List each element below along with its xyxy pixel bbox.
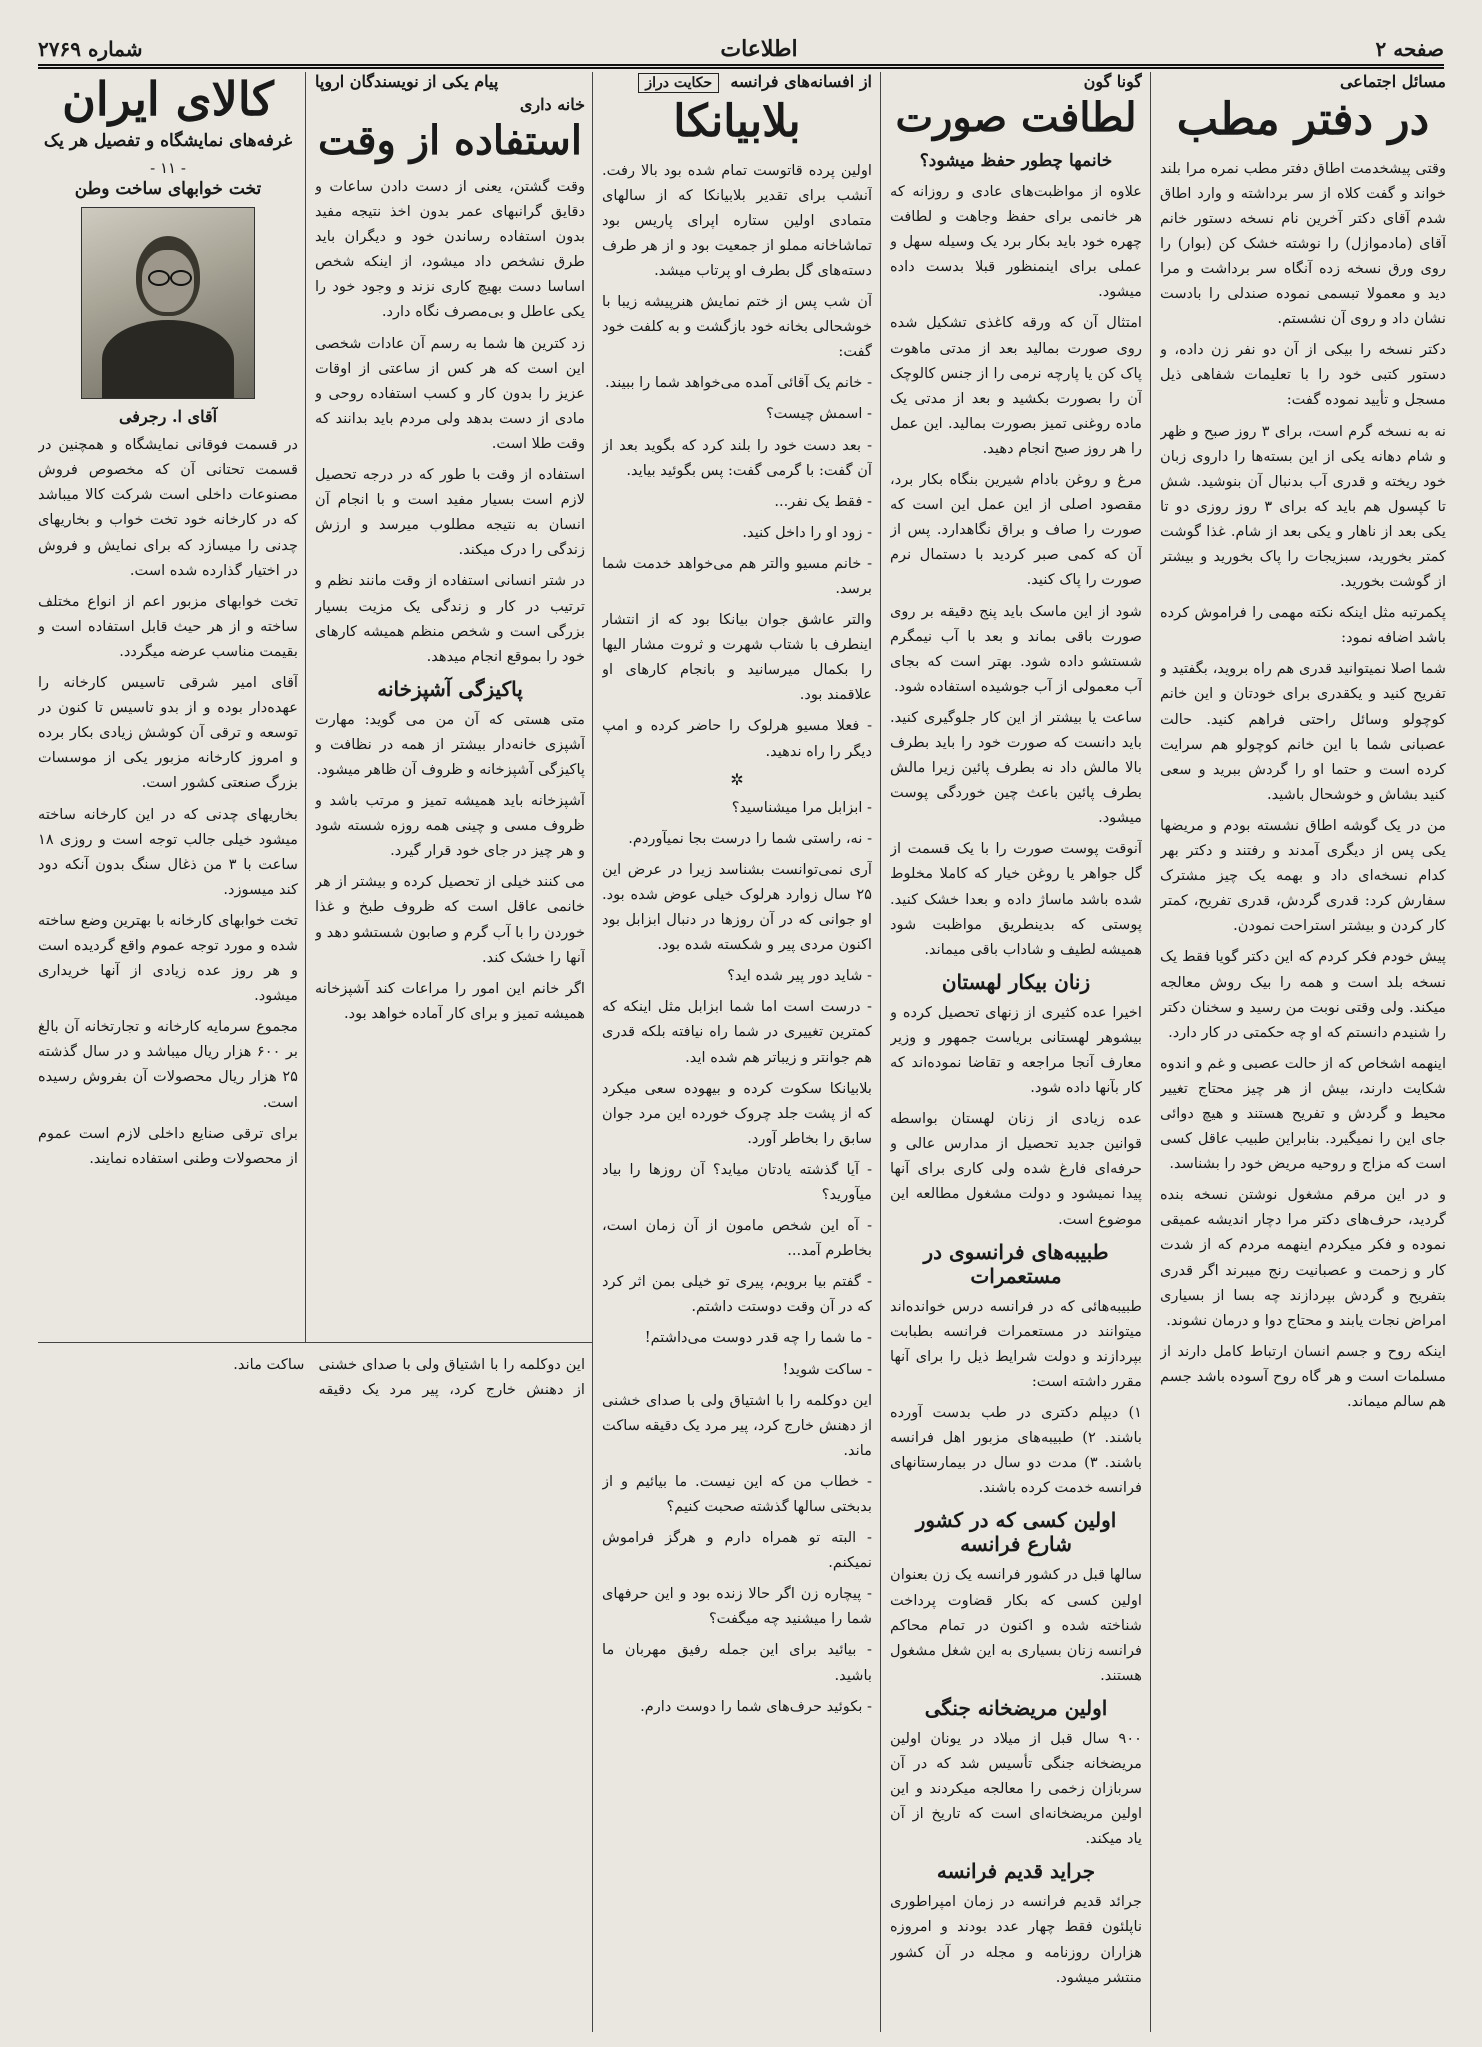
paragraph: اخیرا عده کثیری از زنهای تحصیل کرده و بیشوهر لهستانی بریاست جمهور و وزیر معارف آنجا مراجعه و تقاضا نموده‌اند که کار بآنها داده شود. xyxy=(890,1003,1142,1097)
dialogue-line: - خانم مسیو والتر هم می‌خواهد خدمت شما برسد. xyxy=(602,554,872,597)
paragraph: طبیبه‌هائی که در فرانسه درس خوانده‌اند میتوانند در مستعمرات فرانسه بطبابت بپردازند و دولت شرایط ذیل را برای آنها مقرر داشته است: xyxy=(890,1297,1142,1390)
paragraph: آنوقت پوست صورت را با یک قسمت از گل جواهر یا روغن خیار که کاملا مخلوط شده باشد ماساژ داده و بعدا خشک کنید. پوستی که بدینطریق مواظبت شود همیشه لطیف و شاداب باقی میماند. xyxy=(890,840,1142,958)
article-face-beauty xyxy=(890,72,1142,2032)
section-kicker xyxy=(602,72,872,93)
paragraph: تخت خوابهای کارخانه با بهترین وضع ساخته شده و مورد توجه عموم واقع گردیده است و هر روز عده زیادی از آنها خریداری میشود. xyxy=(38,911,298,1005)
column-divider xyxy=(880,72,881,2032)
section-kicker: پیام یکی از نویسندگان اروپا xyxy=(315,72,499,91)
photo-caption: آقای ا. رجرفی xyxy=(118,407,218,427)
column-divider xyxy=(1150,72,1151,2032)
dialogue-line: - زود او را داخل کنید. xyxy=(742,523,872,541)
article-title: لطافت صورت xyxy=(895,94,1137,141)
article-bellabianca xyxy=(602,72,872,2032)
newspaper-name: اطلاعات xyxy=(720,36,798,62)
paragraph: اگر خانم این امور را مراعات کند آشپزخانه همیشه تمیز و برای کار آماده خواهد بود. xyxy=(315,979,585,1022)
dialogue-line: - آیا گذشته یادتان میاید؟ آن روزها را بیاد میآورید؟ xyxy=(602,1160,872,1203)
section-heading: زنان بیکار لهستان xyxy=(941,969,1091,994)
section-heading: اولین مریضخانه جنگی xyxy=(924,1695,1108,1720)
horizontal-divider xyxy=(38,1342,592,1343)
article-use-of-time xyxy=(315,72,585,1334)
section-kicker: مسائل اجتماعی xyxy=(1339,72,1446,91)
item-title: تخت خوابهای ساخت وطن xyxy=(74,179,262,200)
paragraph: نه به نسخه گرم است، برای ۳ روز صبح و ظهر و شام دهانه یکی از این بسته‌ها را داروی زبان خود ریخته و قدری آب بدنبال آن بنوشید. شش تا کپسول هم باید که برای ۳ روز روزی دو تا یکی بعد از ناهار و یکی بعد از شام. غذا گوشت کمتر بخورید، سبزیجات را پاک بخورید و بیشتر از گوشت بخورید. xyxy=(1160,422,1446,591)
article-title: بلابیانکا xyxy=(673,96,801,147)
paragraph: ۹۰۰ سال قبل از میلاد در یونان اولین مریضخانه جنگی تأسیس شد که در آن سربازان زخمی را معالجه میکردند و این اولین مریضخانه‌ای است که تاریخ از آن یاد میکند. xyxy=(890,1729,1142,1848)
paragraph: پیش خودم فکر کردم که این دکتر گویا فقط یک نسخه بلد است و همه را بیک روش معالجه میکند. ولی وقتی نوبت من رسید و سخنان دکتر را شنیدم دانستم که او چه حکمتی در کار دارد. xyxy=(1160,948,1446,1041)
dialogue-line: - گفتم بیا برویم، پیری تو خیلی بمن اثر کرد که در آن وقت دوستت داشتم. xyxy=(602,1273,872,1316)
paragraph: من در یک گوشه اطاق نشسته بودم و مریضها یکی پس از دیگری آمدند و رفتند و دکتر بهر کدام نسخه‌ای داد و بهمه یک چیز مشترک سفارش کرد: قدری گردش، قدری تفریح، کمتر کار کردن و بیشتر استراحت نمودن. xyxy=(1160,816,1446,935)
paragraph: سالها قبل در کشور فرانسه یک زن بعنوان اولین کسی که بکار قضاوت پرداخت شناخته شده و اکنون در تمام محاکم فرانسه زنان بسیاری به این شغل مشغول هستند. xyxy=(890,1566,1142,1684)
paragraph: آری نمی‌توانست بشناسد زیرا در عرض این ۲۵ سال زوارد هرلوک خیلی عوض شده بود. او جوانی که در آن روزها در دنبال ابزابل بود اکنون مردی پیر و شکسته شده بود. xyxy=(602,860,872,954)
paragraph: پکمرتبه مثل اینکه نکته مهمی را فراموش کرده باشد اضافه نمود: xyxy=(1160,604,1446,647)
dialogue-line: - ساکت شوید! xyxy=(782,1360,872,1378)
article-subtitle: خانمها چطور حفظ میشود؟ xyxy=(919,151,1113,171)
article-doctor-office xyxy=(1160,72,1446,2032)
portrait-photo xyxy=(81,207,255,399)
dialogue-line: - پیچاره زن اگر حالا زنده بود و این حرفهای شما را میشنید چه میگفت؟ xyxy=(602,1585,872,1628)
issue-number: شماره ۲۷۶۹ xyxy=(38,37,143,61)
dialogue-line: - فعلا مسیو هرلوک را حاضر کرده و امپ دیگر را راه ندهید. xyxy=(602,717,872,760)
dialogue-line: - فقط یک نفر... xyxy=(774,492,872,510)
article-title: در دفتر مطب xyxy=(1176,94,1430,145)
paragraph: عده زیادی از زنان لهستان بواسطه قوانین جدید تحصیل از مدارس عالی و حرفه‌ای فارغ شده ولی کاری برای آنها پیدا نمیشود و دولت مشغول مطالعه این موضوع است. xyxy=(890,1110,1142,1228)
paragraph: مجموع سرمایه کارخانه و تجارتخانه آن بالغ بر ۶۰۰ هزار ریال میباشد و در سال گذشته ۲۵ هزار ریال محصولات آن بفروش رسیده است. xyxy=(38,1018,298,1111)
paragraph: اولین پرده قاتوست تمام شده بود بالا رفت. آنشب برای تقدیر بلابیانکا که از سالهای متمادی اولین ستاره اپرای پاریس بود تماشاخانه مملو از جمعیت بود و از هر طرف دسته‌های گل بطرف او پرتاب میشد. xyxy=(602,161,872,279)
paragraph: می کنند خیلی از تحصیل کرده و بیشتر از هر خانمی عاقل است که ظروف طبخ و غذا خوردن را با آب گرم و صابون شستشو دهد و آنها را خشک کند. xyxy=(315,873,585,966)
paragraph: شما اصلا نمیتوانید قدری هم راه بروید، بگفتید و تفریح کنید و یکقدری برای خودتان و این خانم کوچولو وسائل راحتی فراهم کنید. حالت عصبانی شما با این خانم کوچولو هم سرایت کرده است و حتما او را گردش ببرید و سعی کنید بشاش و خوشحال باشید. xyxy=(1160,660,1446,803)
paragraph: امتثال آن که ورقه کاغذی تشکیل شده روی صورت بمالید بعد از مدتی ماهوت پاک کن یا پارچه نرمی را از جنس کالوچک آن را بصورت بکشید و بعد از مدتی یک ماده روغنی تمیز بصورت بمالید. این عمل را هر روز صبح انجام دهید. xyxy=(890,314,1142,457)
section-separator: ✲ xyxy=(730,769,744,789)
paragraph: متی هستی که آن من می گوید: مهارت آشپزی خانه‌دار بیشتر از همه در نظافت و پاکیزگی آشپزخانه و ظروف آن ظاهر میشود. xyxy=(315,710,585,778)
continuation-block xyxy=(38,1352,585,2032)
paragraph: شود از این ماسک باید پنج دقیقه بر روی صورت باقی بماند و بعد با آب نیمگرم شستشو داده شود. بهتر است که بجای آب معمولی از آب جوشیده استفاده شود. xyxy=(890,602,1142,695)
section-heading: طبیبه‌های فرانسوی در مستعمرات xyxy=(923,1239,1109,1288)
paragraph: تخت خوابهای مزبور اعم از انواع مختلف ساخته و از هر حیث قابل استفاده است و بقیمت مناسب عرضه میگردد. xyxy=(38,592,298,660)
paragraph: والتر عاشق جوان بیانکا بود که از انتشار اینطرف با شتاب شهرت و ثروت مشار الیها را بکمال میرسانید و بانجام کارهای او علاقمند بود. xyxy=(602,611,872,704)
dialogue-line: - نه، راستی شما را درست بجا نمیآوردم. xyxy=(628,829,872,847)
article-subtitle: غرفه‌های نمایشگاه و تفصیل هر یک xyxy=(43,131,293,152)
dialogue-line: - درست است اما شما ابزابل مثل اینکه که کمترین تغییری در شما راه نیافته بلکه قدری هم جوانتر و زیباتر هم شده اید. xyxy=(602,998,872,1066)
page-header xyxy=(38,34,1444,69)
paragraph: زد کترین ها شما به رسم آن عادات شخصی این است که هر کس از ساعتی از اوقات عزیز را بدون کار و کسب استفاده روحی و مادی از دست بدهد ولی مردم باید بدانند که وقت طلا است. xyxy=(315,334,585,452)
paragraph: برای ترقی صنایع داخلی لازم است عموم از محصولات وطنی استفاده نمایند. xyxy=(38,1124,298,1167)
dialogue-line: - اسمش چیست؟ xyxy=(765,405,872,423)
paragraph: این دوکلمه را با اشتیاق ولی با صدای خشنی از دهنش خارج کرد، پیر مرد یک دقیقه ساکت ماند. xyxy=(233,1356,585,1399)
column-divider xyxy=(305,72,306,1342)
dialogue-line: - بعد دست خود را بلند کرد که بگوید بعد از آن گفت: با گرمی گفت: پس بگوئید بیاید. xyxy=(602,436,872,479)
column-divider xyxy=(592,72,593,2032)
paragraph: بلابیانکا سکوت کرده و بیهوده سعی میکرد که از پشت جلد چروک خورده این مرد جوان سابق را بخاطر آورد. xyxy=(602,1079,872,1147)
article-iranian-goods xyxy=(38,72,298,1334)
article-title: کالای ایران xyxy=(62,72,274,126)
dialogue-line: - خطاب من که این نیست. ما بیائیم و از بدبختی سالها گذشته صحبت کنیم؟ xyxy=(602,1472,872,1515)
dialogue-line: - البته تو همراه دارم و هرگز فراموش نمیکنم. xyxy=(602,1529,872,1572)
dialogue-line: - ما شما را چه قدر دوست می‌داشتم! xyxy=(644,1329,872,1347)
paragraph: در شتر انسانی استفاده از وقت مانند نظم و ترتیب در کار و زندگی یک مزیت بسیار بزرگی است و شخص منظم همیشه کارهای خود را بموقع انجام میدهد. xyxy=(315,572,585,665)
dialogue-line: - شاید دور پیر شده اید؟ xyxy=(727,967,872,985)
paragraph: استفاده از وقت با طور که در درجه تحصیل لازم است بسیار مفید است و با انجام آن انسان به نتیجه مطلوب میرسد و ارزش زندگی را درک میکند. xyxy=(315,466,585,559)
paragraph: در قسمت فوقانی نمایشگاه و همچنین در قسمت تحتانی آن که مخصوص فروش مصنوعات داخلی است شرکت کالا میباشد که در کارخانه خود تخت خواب و بخاریهای چدنی را میسازد که برای نمایش و فروش در اختیار گذارده شده است. xyxy=(38,436,298,579)
paragraph: جرائد قدیم فرانسه در زمان امپراطوری ناپلئون فقط چهار عدد بودند و امروزه هزاران روزنامه و مجله در آن کشور منتشر میشود. xyxy=(890,1893,1142,1986)
dialogue-line: - آه این شخص مامون از آن زمان است، بخاطرم آمد... xyxy=(602,1217,872,1260)
dialogue-line: - بیائید برای این جمله رفیق مهربان ما باشید. xyxy=(602,1641,872,1684)
dialogue-line: - بکوئید حرف‌های شما را دوست دارم. xyxy=(640,1697,872,1715)
section-heading: جراید قدیم فرانسه xyxy=(936,1859,1096,1884)
section-kicker: خانه داری xyxy=(519,95,585,114)
series-number: - ۱۱ - xyxy=(150,159,186,178)
paragraph: دکتر نسخه را بیکی از آن دو نفر زن داده، و دستور کتبی خود را با تعلیمات شفاهی ذیل مسجل و تأیید نموده گفت: xyxy=(1160,341,1446,409)
kicker-box: حکایت دراز xyxy=(638,73,719,93)
dialogue-line: - خانم یک آقائی آمده می‌خواهد شما را ببیند. xyxy=(604,374,872,392)
paragraph: مرغ و روغن بادام شیرین بنگاه بکار برد، مقصود اصلی از این عمل این است که صورت را صاف و براق نگاهدارد. پس از آن که کمی صبر کردید با دستمال نرم صورت را پاک کنید. xyxy=(890,471,1142,589)
section-heading: پاکیزگی آشپزخانه xyxy=(377,676,523,701)
kicker-text: از افسانه‌های فرانسه xyxy=(730,72,872,91)
paragraph: آن شب پس از ختم نمایش هنرپیشه زیبا با خوشحالی بخانه خود بازگشت و به کلفت خود گفت: xyxy=(602,293,872,361)
paragraph: ساعت یا بیشتر از این کار جلوگیری کنید. باید دانست که صورت خود را باید بطرف بالا مالش داد نه بطرف پائین زیرا مالش بطرف پائین باعث چین خوردگی پوست میشود. xyxy=(890,708,1142,827)
paragraph: بخاریهای چدنی که در این کارخانه ساخته میشود خیلی جالب توجه است و روزی ۱۸ ساعت با ۳ من ذغال سنگ بدون آنکه دود کند میسوزد. xyxy=(38,805,298,898)
paragraph: وقت گشتن، یعنی از دست دادن ساعات و دقایق گرانبهای عمر بدون اخذ نتیجه مفید بدون استفاده رساندن خود و دیگران باید طرق نشخص داد میشود، از اینکه شخص اساسا دست بهیچ کاری نزند و وجود خود را یکی عاطل و بی‌مصرف نگاه دارد. xyxy=(315,178,585,321)
paragraph: علاوه از مواظبت‌های عادی و روزانه که هر خانمی برای حفظ وجاهت و لطافت چهره خود باید بکار برد یک وسیله سهل و عملی برای اینمنظور قبلا بدست داده میشود. xyxy=(890,183,1142,301)
section-kicker: گونا گون xyxy=(1083,72,1142,91)
paragraph: اینهمه اشخاص که از حالت عصبی و غم و اندوه شکایت دارند، بیش از هر چیز محتاج تغییر محیط و گردش و تفریح هستند و هیچ دوائی جای این را نمیگیرد. بنابراین طبیب عاقل کسی است که مزاج و روحیه مریض خود را بشناسد. xyxy=(1160,1054,1446,1173)
paragraph: و در این مرقم مشغول نوشتن نسخه بنده گردید، حرف‌های دکتر مرا دچار اندیشه عمیقی نموده و فکر میکردم اینهمه مردم که از شدت کار و زحمت و عصبانیت رنج میبرند اگر قدری بتفریح و گردش بپردازند چه بسا از بسیاری امراض نجات یابند و محتاج دوا و درمان نشوند. xyxy=(1160,1186,1446,1329)
page-number: صفحه ۲ xyxy=(1375,37,1444,61)
paragraph: این دوکلمه را با اشتیاق ولی با صدای خشنی از دهنش خارج کرد، پیر مرد یک دقیقه ساکت ماند. xyxy=(602,1391,872,1459)
paragraph: وقتی پیشخدمت اطاق دفتر مطب نمره مرا بلند خواند و گفت کلاه از سر برداشته و وارد اطاق شدم آقای دکتر آخرین نام نسخه دستور خانم آقای (مادموازل) را نوشته خشک کن (بوار) را روی ورق نسخه زده آنگاه سر برداشت و مرا دید و معمولا تبسمی نموده صندلی را بادست نشان داد و روی آن نشستم. xyxy=(1160,159,1446,328)
paragraph: ۱) دیپلم دکتری در طب بدست آورده باشند. ۲) طبیبه‌های مزبور اهل فرانسه باشند. ۳) مدت دو سال در بیمارستانهای فرانسه خدمت کرده باشند. xyxy=(890,1404,1142,1497)
paragraph: آقای امیر شرقی تاسیس کارخانه را عهده‌دار بوده و از بدو تاسیس تا کنون در توسعه و ترقی آن کوشش زیادی بکار برده و امروز کارخانه مزبور یکی از موسسات بزرگ صنعتی کشور است. xyxy=(38,674,298,792)
section-heading: اولین کسی که در کشور شارع فرانسه xyxy=(915,1508,1117,1557)
paragraph: اینکه روح و جسم انسان ارتباط کامل دارند از مسلمات است و هر گاه روح آسوده باشد جسم هم سالم میماند. xyxy=(1160,1342,1446,1410)
article-title: استفاده از وقت xyxy=(318,117,582,164)
paragraph: آشپزخانه باید همیشه تمیز و مرتب باشد و ظروف مسی و چینی همه روزه شسته شود و هر چیز در جای خود قرار گیرد. xyxy=(315,792,585,860)
dialogue-line: - ابزابل مرا میشناسید؟ xyxy=(731,798,872,816)
